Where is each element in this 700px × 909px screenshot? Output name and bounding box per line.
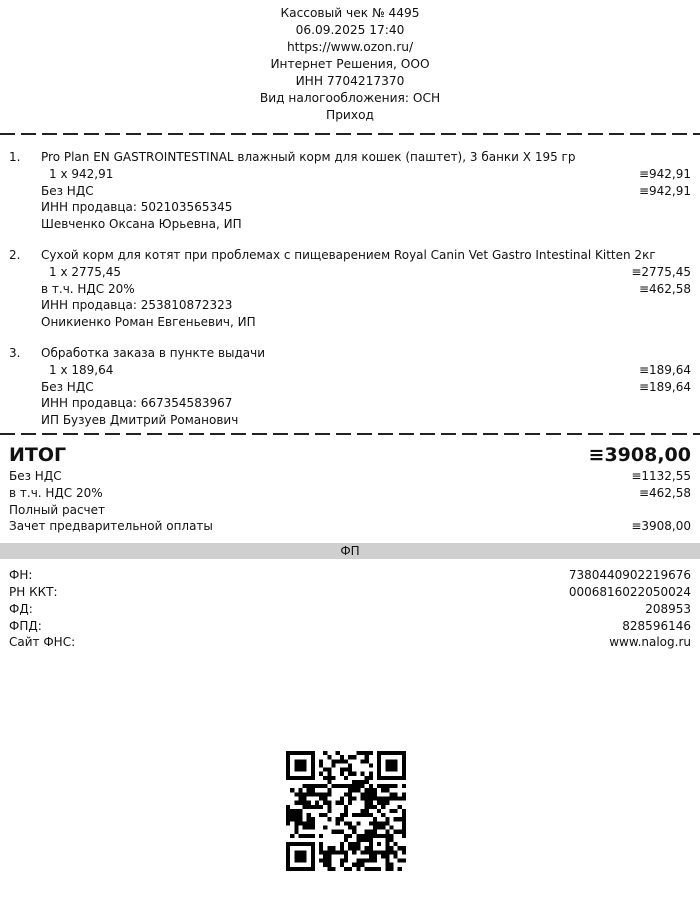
item-line-total: ≡2775,45: [631, 264, 691, 279]
seller-site: https://www.ozon.ru/: [286, 40, 414, 54]
qr-code-svg: [286, 751, 406, 871]
item-seller-inn: ИНН продавца: 502103565345: [41, 200, 233, 215]
vat20-label: в т.ч. НДС 20%: [9, 485, 103, 500]
item-vat-value: ≡462,58: [638, 281, 691, 296]
item-seller-name: ИП Бузуев Дмитрий Романович: [41, 413, 239, 428]
item-seller-inn: ИНН продавца: 667354583967: [41, 396, 233, 411]
item-name: Pro Plan EN GASTROINTESTINAL влажный корм для кошек (паштет), 3 банки Х 195 гр: [41, 150, 576, 164]
fns-site-value: www.nalog.ru: [609, 635, 691, 650]
item-seller-name: Шевченко Оксана Юрьевна, ИП: [41, 217, 242, 232]
item-number: 1.: [9, 150, 21, 164]
item-number: 3.: [9, 345, 21, 360]
item-name: Обработка заказа в пункте выдачи: [41, 345, 266, 360]
item-seller-inn: ИНН продавца: 253810872323: [41, 298, 233, 313]
qr-code-icon: [286, 751, 406, 871]
receipt-title: Кассовый чек № 4495: [280, 6, 420, 20]
no-vat-value: ≡1132,55: [631, 468, 691, 483]
no-vat-label: Без НДС: [9, 468, 62, 483]
items-list: [0, 135, 700, 429]
payment-type: Полный расчет: [9, 502, 105, 517]
prepay-value: ≡3908,00: [631, 519, 691, 534]
company-inn: ИНН 7704217370: [295, 74, 405, 88]
fiscal-section: [0, 559, 700, 651]
item-vat-label: в т.ч. НДС 20%: [41, 281, 135, 296]
tax-system: Вид налогообложения: ОСН: [259, 91, 441, 105]
operation-type: Приход: [326, 108, 374, 122]
fn-label: ФН:: [9, 568, 33, 583]
fn-value: 7380440902219676: [568, 568, 691, 583]
item-line-total: ≡942,91: [638, 166, 691, 181]
total-row: [9, 442, 691, 468]
item-qty-price: 1 x 942,91: [49, 166, 114, 181]
list-item: [9, 149, 691, 233]
item-line-total: ≡189,64: [638, 362, 691, 377]
fp-bar: ФП: [0, 543, 700, 559]
prepay-label: Зачет предварительной оплаты: [9, 519, 213, 534]
item-vat-value: ≡189,64: [638, 379, 691, 394]
fns-site-label: Сайт ФНС:: [9, 635, 76, 650]
item-number: 2.: [9, 247, 21, 262]
fd-value: 208953: [645, 601, 691, 616]
company-name: Интернет Решения, ООО: [270, 57, 430, 71]
totals-section: [0, 435, 700, 535]
list-item: [9, 247, 691, 331]
fpd-label: ФПД:: [9, 618, 42, 633]
item-vat-label: Без НДС: [41, 379, 94, 394]
item-seller-name: Оникиенко Роман Евгеньевич, ИП: [41, 315, 256, 330]
list-item: [9, 345, 691, 429]
item-name: Сухой корм для котят при проблемах с пищеварением Royal Canin Vet Gastro Intestinal Kitten 2кг: [41, 247, 656, 262]
total-value: ≡3908,00: [588, 443, 691, 466]
fd-label: ФД:: [9, 601, 33, 616]
rn-kkt-value: 0006816022050024: [568, 584, 691, 599]
receipt-header: [0, 0, 700, 124]
item-vat-label: Без НДС: [41, 183, 94, 198]
item-qty-price: 1 x 189,64: [49, 362, 114, 377]
total-label: ИТОГ: [9, 443, 67, 466]
item-vat-value: ≡942,91: [638, 183, 691, 198]
item-qty-price: 1 x 2775,45: [49, 264, 121, 279]
receipt-datetime: 06.09.2025 17:40: [295, 23, 405, 37]
rn-kkt-label: РН ККТ:: [9, 584, 58, 599]
fpd-value: 828596146: [622, 618, 691, 633]
vat20-value: ≡462,58: [638, 485, 691, 500]
